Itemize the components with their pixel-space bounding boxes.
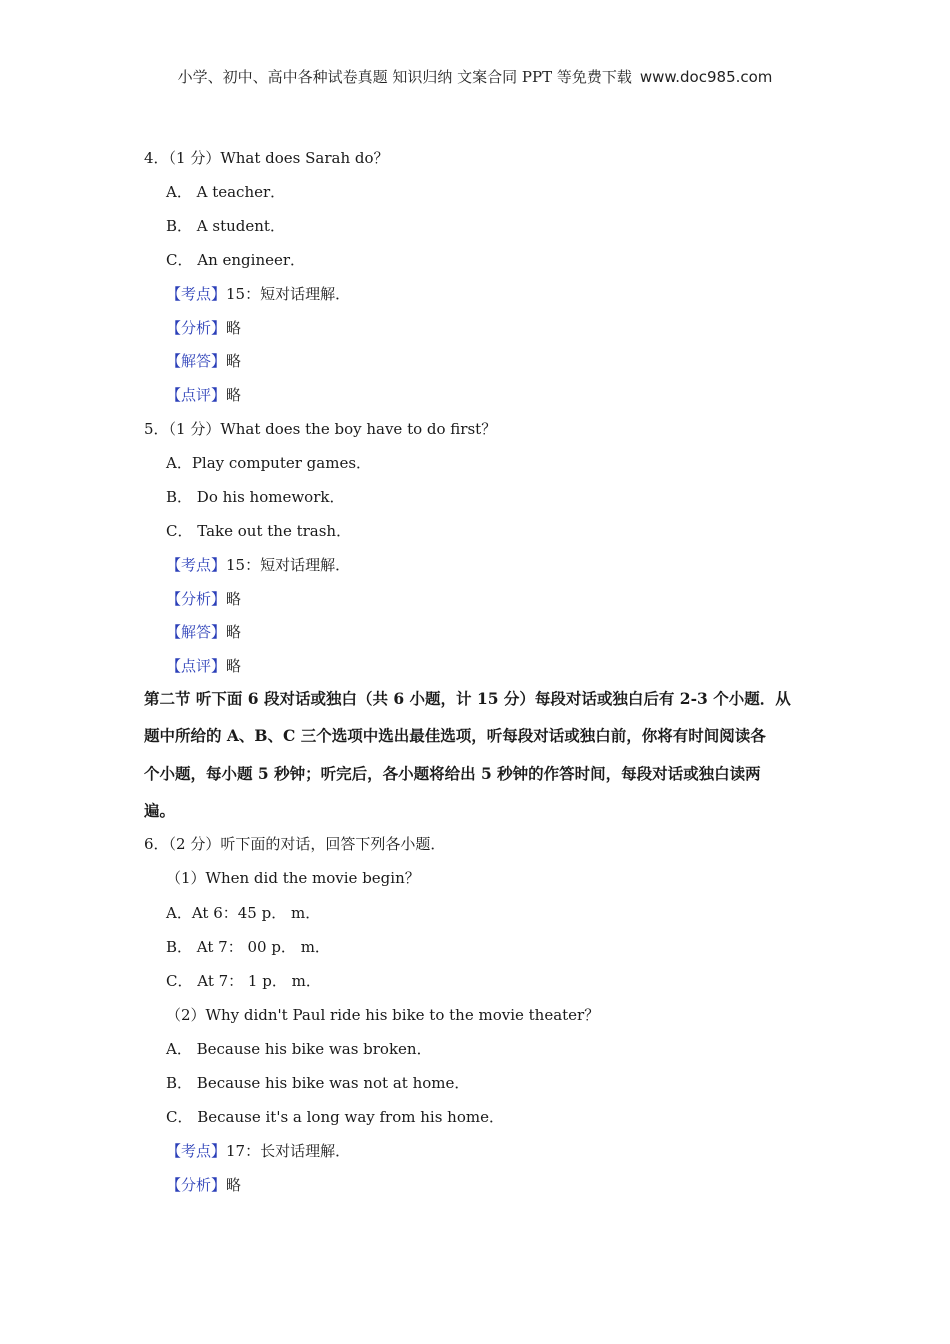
- q5-jieda: [166, 622, 241, 642]
- dianping-label: 【点评】: [166, 657, 227, 675]
- dianping-text: 略: [226, 386, 242, 404]
- kaodian-label: 【考点】: [166, 556, 227, 574]
- section2-line-3: 个小题，每小题 5 秒钟；听完后，各小题将给出 5 秒钟的作答时间，每段对话或独白读两: [144, 764, 761, 783]
- fenxi-label: 【分析】: [166, 319, 227, 337]
- q4-option-a: A． A teacher．: [166, 183, 286, 201]
- kaodian-text: 17：长对话理解．: [226, 1142, 351, 1160]
- q6-sub1-stem: （1）When did the movie begin？: [166, 869, 420, 887]
- section2-line-1: 第二节 听下面 6 段对话或独白（共 6 小题，计 15 分）每段对话或独白后有 2-3 个小题．从: [144, 689, 791, 708]
- fenxi-text: 略: [226, 590, 242, 608]
- fenxi-label: 【分析】: [166, 590, 227, 608]
- section2-line-4: 遍。: [144, 801, 176, 820]
- q6-stem: 6．（2 分）听下面的对话，回答下列各小题．: [144, 835, 446, 853]
- q5-kaodian: [166, 555, 350, 575]
- q5-option-a: A．Play computer games．: [166, 454, 372, 472]
- kaodian-label: 【考点】: [166, 1142, 227, 1160]
- fenxi-label: 【分析】: [166, 1176, 227, 1194]
- q5-stem: 5．（1 分）What does the boy have to do first？: [144, 420, 497, 438]
- q4-option-c: C． An engineer．: [166, 251, 306, 269]
- q6-kaodian: [166, 1141, 350, 1161]
- q6-fenxi: [166, 1175, 241, 1195]
- q4-fenxi: [166, 318, 241, 338]
- jieda-label: 【解答】: [166, 352, 227, 370]
- q5-fenxi: [166, 589, 241, 609]
- q4-dianping: [166, 385, 241, 405]
- q5-option-c: C． Take out the trash．: [166, 522, 352, 540]
- q4-kaodian: [166, 284, 350, 304]
- kaodian-text: 15：短对话理解．: [226, 556, 351, 574]
- q4-stem: 4．（1 分）What does Sarah do？: [144, 149, 389, 167]
- jieda-label: 【解答】: [166, 623, 227, 641]
- q6-sub2-stem: （2）Why didn't Paul ride his bike to the movie theater？: [166, 1006, 600, 1024]
- q6-sub2-option-a: A． Because his bike was broken．: [166, 1040, 432, 1058]
- kaodian-text: 15：短对话理解．: [226, 285, 351, 303]
- q6-sub1-option-a: A．At 6：45 p． m．: [166, 904, 321, 922]
- jieda-text: 略: [226, 623, 242, 641]
- q5-option-b: B． Do his homework．: [166, 488, 345, 506]
- header-site-link[interactable]: www.doc985.com: [639, 68, 773, 86]
- header-text: 小学、初中、高中各种试卷真题 知识归纳 文案合同 PPT 等免费下载: [177, 68, 632, 86]
- q5-dianping: [166, 656, 241, 676]
- q4-option-b: B． A student．: [166, 217, 285, 235]
- dianping-label: 【点评】: [166, 386, 227, 404]
- dianping-text: 略: [226, 657, 242, 675]
- q6-sub1-option-c: C． At 7： 1 p． m．: [166, 972, 321, 990]
- jieda-text: 略: [226, 352, 242, 370]
- q6-sub2-option-b: B． Because his bike was not at home．: [166, 1074, 470, 1092]
- q4-jieda: [166, 351, 241, 371]
- kaodian-label: 【考点】: [166, 285, 227, 303]
- q6-sub2-option-c: C． Because it's a long way from his home．: [166, 1108, 504, 1126]
- fenxi-text: 略: [226, 319, 242, 337]
- fenxi-text: 略: [226, 1176, 242, 1194]
- section2-line-2: 题中所给的 A、B、C 三个选项中选出最佳选项，听每段对话或独白前，你将有时间阅读各: [144, 726, 766, 745]
- q6-sub1-option-b: B． At 7： 00 p． m．: [166, 938, 330, 956]
- page-header: [0, 66, 950, 87]
